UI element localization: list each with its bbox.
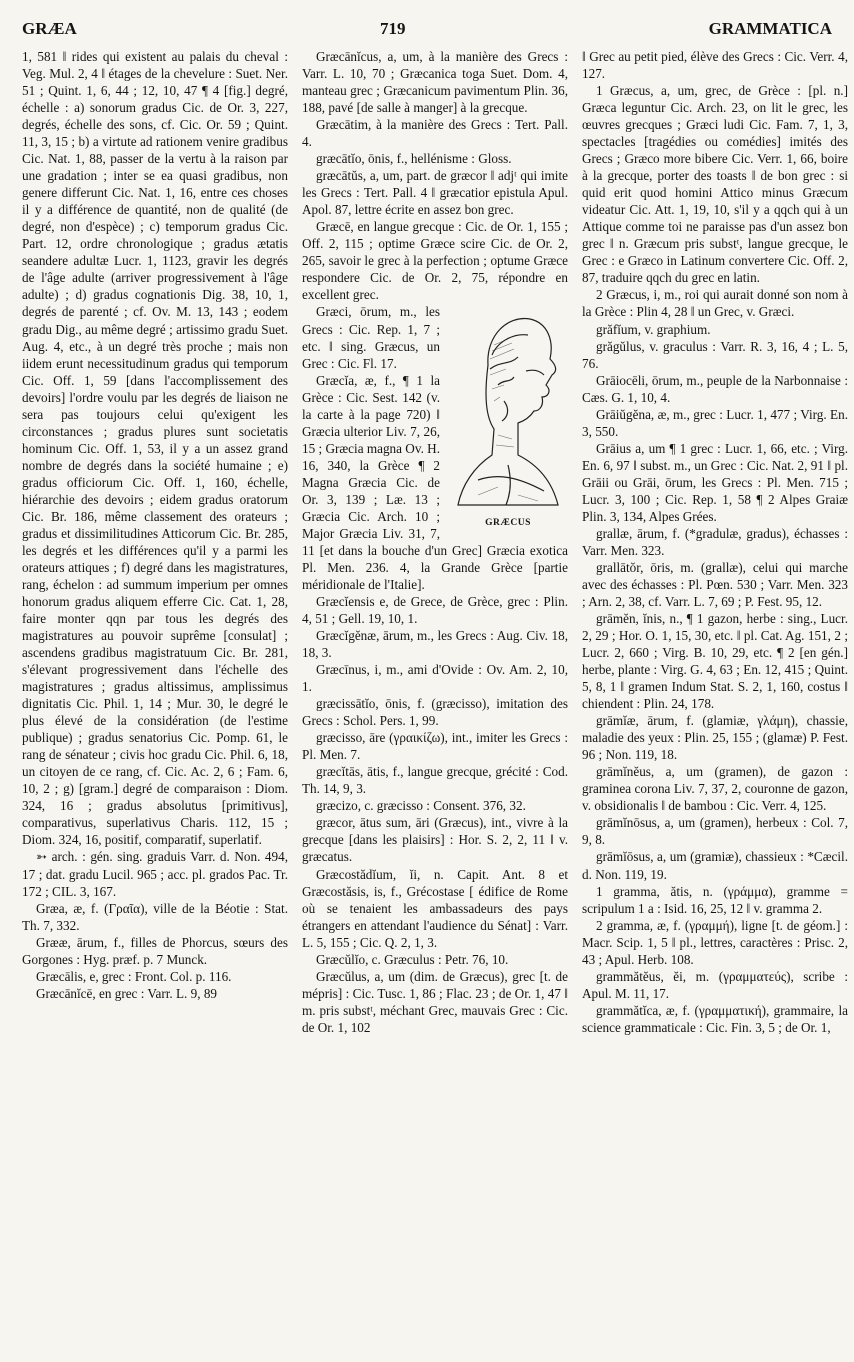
running-head-left: GRÆA [22,19,77,38]
entry: grāmĕn, ĭnis, n., ¶ 1 gazon, herbe : sing., Lucr. 2, 29 ; Hor. O. 1, 15, 30, etc. ‖ pl. Cat. Ag. 151, 2 ; Lucr. 2, 660 ; Virg. B. 10, 29, etc. ¶ 2 [en gén.] herbe, plante : Virg. G. 4, 63 ; En. 12, 415 ; Quint. 5, 8, 1 ‖ gramen Indum Stat. S. 2, 1, 160, costus ‖ chiendent : Plin. 24, 178. [582,611,848,712]
entry: 1 gramma, ătis, n. (γράμμα), gramme = scripulum 1 a : Isid. 16, 25, 12 ‖ v. gramma 2. [582,883,848,916]
entry: Græcĭensis e, de Grece, de Grèce, grec : Plin. 4, 51 ; Gell. 19, 10, 1. [302,594,568,627]
entry: Grāius a, um ¶ 1 grec : Lucr. 1, 66, etc. ; Virg. En. 6, 97 ‖ subst. m., un Grec : Cic. Nat. 2, 91 ‖ pl. Grāii ou Grāi, ōrum, les Grecs : Pl. Men. 715 ; Lucr. 3, 100 ; Cic. Rep. 1, 58 ¶ 2 Alpes Graiæ Plin. 3, 134, Alpes Grées. [582,440,848,524]
entry: græcor, ātus sum, āri (Græcus), int., vivre à la grecque [dans les plaisirs] : Hor. S. 2, 2, 11 ‖ v. græcatus. [302,815,568,865]
entry: Grāiŭgĕna, æ, m., grec : Lucr. 1, 477 ; Virg. En. 3, 550. [582,406,848,439]
running-head-right: GRAMMATICA [708,19,832,38]
entry: græcisso, āre (γραικίζω), int., imiter les Grecs : Pl. Men. 7. [302,730,568,763]
entry: grăfĭum, v. graphium. [596,321,711,337]
entry: græcātĭo, ōnis, f., hellénisme : Gloss. [316,151,512,167]
entry: græcātŭs, a, um, part. de græcor ‖ adjᵗ qui imite les Grecs : Tert. Pall. 4 ‖ græcatior epistula Apul. Apol. 87, lettre écrite en assez bon grec. [302,168,568,218]
entry: ‖ Grec au petit pied, élève des Grecs : Cic. Verr. 4, 127. [582,49,848,82]
figure-caption: GRÆCUS [485,518,531,529]
entry: Grææ, ārum, f., filles de Phorcus, sœurs des Gorgones : Hyg. præf. p. 7 Munck. [22,934,288,967]
column-2 [302,48,568,1356]
entry: Græcĭa, æ, f., ¶ 1 la Grèce : Cic. Sest. 142 (v. la carte à la page 720) ‖ Græcia ulterior Liv. 7, 26, 15 ; Græcia magna Ov. H. 16, 340, la Grèce ¶ 2 Magna Græcia Cic. de Or. 3, 139 ; Læ. 13 ; Græcia Cic. Arch. 10 ; Major Græcia Liv. 31, 7, 11 [et dans la bouche d'un Grec] Græcia exotica Pl. Men. 236. 4, la Grande Grèce [partie méridionale de l'Italie]. [302,372,568,592]
page-number: 719 [379,19,406,38]
entry: Græcŭlus, a, um (dim. de Græcus), grec [t. de mépris] : Cic. Tusc. 1, 86 ; Flac. 23 ; de Or. 1, 47 ‖ m. pris substᵗ, méchant Grec, mauvais Grec : Cic. de Or. 1, 102 [302,968,568,1035]
entry: grāmĭæ, ārum, f. (glamiæ, γλάμη), chassie, maladie des yeux : Plin. 25, 155 ; (glamæ) P. Fest. 96 ; Non. 119, 18. [582,713,848,763]
entry: 2 gramma, æ, f. (γραμμή), ligne [t. de géom.] : Macr. Scip. 1, 5 ‖ pl., lettres, caractères : Prisc. 2, 43 ; Apul. Herb. 108. [582,917,848,967]
greek-head-engraving-icon [448,305,568,515]
entry: Græcānĭcē, en grec : Varr. L. 9, 89 [36,985,218,1001]
entry: Græa, æ, f. (Γραῖα), ville de la Béotie : Stat. Th. 7, 332. [22,900,288,933]
entry: grallātŏr, ōris, m. (grallæ), celui qui marche avec des échasses : Pl. Pœn. 530 ; Varr. Men. 323 ; Arn. 2, 38, cf. Varr. L. 7, 69 ; P. Fest. 95, 12. [582,559,848,609]
column-1 [22,48,288,1356]
entry: Græcānĭcus, a, um, à la manière des Grecs : Varr. L. 10, 70 ; Græcanica toga Suet. Dom. 4, manteau grec ; Græcanicum pavimentum Plin. 36, 188, pavé [de salle à manger] à la grecque. [302,49,568,116]
entry: grāmĭnōsus, a, um (gramen), herbeux : Col. 7, 9, 8. [582,815,848,848]
entry: Græcē, en langue grecque : Cic. de Or. 1, 155 ; Off. 2, 115 ; optime Græce scire Cic. de Or. 2, 265, savoir le grec à la perfection ; optume Græce respondere Cic. de Or. 2, 75, répondre en excellent grec. [302,219,568,303]
entry: Græcŭlĭo, c. Græculus : Petr. 76, 10. [316,951,509,967]
entry: grāmĭōsus, a, um (gramiæ), chassieux : *Cæcil. d. Non. 119, 19. [582,849,848,882]
entry: Græci, ōrum, m., les Grecs : Cic. Rep. 1, 7 ; etc. ‖ sing. Græcus, un Grec : Cic. Fl. 17. [302,304,440,371]
entry: græcĭtās, ātis, f., langue grecque, grécité : Cod. Th. 14, 9, 3. [302,764,568,797]
entry: Græcĭgĕnæ, ārum, m., les Grecs : Aug. Civ. 18, 18, 3. [302,628,568,661]
entry: 1 Græcus, a, um, grec, de Grèce : [pl. n.] Græca leguntur Cic. Arch. 23, on lit le grec, les œuvres grecques ; Græci ludi Cic. Fam. 7, 1, 3, spectacles [tragédies ou comédies] imités des Grecs ; Græco more bibere Cic. Verr. 1, 66, boire à la grecque, porter des toasts ‖ de bon grec : si quid erit quod homini Attico minus Græcum videatur Cic. Att. 1, 19, 10, s'il y a qqch qui à un Attique comme toi ne paraisse pas d'un assez bon grec ‖ n. Græcum pris substᵗ, langue grecque, le Grec : e Græco in Latinum convertere Cic. Off. 2, 87, traduire qqch du grec en latin. [582,83,848,286]
entry: grammătĭca, æ, f. (γραμματική), grammaire, la science grammaticale : Cic. Fin. 3, 5 ; de Or. 1, [582,1002,848,1035]
entry: grallæ, ārum, f. (*gradulæ, gradus), échasses : Varr. Men. 323. [582,525,848,558]
running-header [22,14,832,44]
entry: Græcātim, à la manière des Grecs : Tert. Pall. 4. [302,117,568,150]
entry: 1, 581 ‖ rides qui existent au palais du cheval : Veg. Mul. 2, 4 ‖ étages de la chevelure : Suet. Ner. 51 ; Quint. 1, 6, 44 ; 12, 10, 47 ¶ 4 [fig.] degré, échelle : a) sonorum gradus Cic. de Or. 3, 227, degrés, échelle des sons, cf. Cic. Or. 59 ; Quint. 11, 3, 15 ; b) a virtute ad rationem venire gradibus Cic. Nat. 1, 88, passer de la vertu à la raison par une gradation ; inter se ea quasi gradibus, non genere differunt Cic. Nat. 1, 16, entre ces choses il y a différence de quantité, non de qualité (de degré, non d'espèce) ; c) temporum gradus Cic. Part. 12, ordre chronologique ; gradus ætatis seandere adultæ Lucr. 1, 1123, gravir les degrés de l'âge adulte (arriver progressivement à l'âge adulte) ; d) gradus cognationis Dig. 38, 10, 1, degrés de parenté ; cf. Ov. M. 13, 143 ; eodem gradu Dig., au même degré ; artissimo gradu Suet. Aug. 4, etc., à un degré très proche ; mais non iidem erunt necessitudinum gradus qui temporum Cic. Off. 1, 59 [dans l'accomplissement des devoirs] l'ordre voulu par les degrés de liaison ne sera pas toujours celui qu'exigent les circonstances ; gradus plures sunt societatis hominum Cic. Off. 1, 53, il y a un assez grand nombre de degrés dans la société humaine ; e) gradus officiorum Cic. Off. 1, 160, échelle, hiérarchie des devoirs ; eidem gradus oratorum Cic. Br. 186, même classement des orateurs ; gradus et dissimilitudines Atticorum Cic. Br. 285, les degrés et les différences qu'il y a parmi les orateurs attiques ; f) degré dans les magistratures, rang, échelon : ad summum imperium per omnes honorum gradus aliquem efferre Cic. Cat. 1, 28, faire monter qqn par tous les degrés des magistratures au pouvoir suprême [consulat] ; ascendens gradibus magistratuum Cic. Br. 281, s'élevant progressivement dans l'échelle des magistratures ; gradus altissimus, amplissimus dignitatis Cic. Phil. 1, 14 ; Mur. 30, le degré le plus élevé de la considération (de l'estime publique) ; gradus senatorius Cic. Pomp. 61, le rang de sénateur ; civis hoc gradu Cic. Phil. 6, 18, un citoyen de ce rang, cf. Cic. Ac. 2, 6 ; Fam. 6, 10, 2 ; g) [gram.] degré de comparaison : Diom. 324, 16 ; gradus absolutus [primitivus], comparativus, superlativus Charis. 112, 15 ; Diom. 324, 16, positif, comparatif, superlatif. [22,49,288,848]
entry: grammătĕus, ĕi, m. (γραμματεύς), scribe : Apul. M. 11, 17. [582,968,848,1001]
entry: Græcostădĭum, ĭi, n. Capit. Ant. 8 et Græcostăsis, is, f., Grécostase [ édifice de Rome où se tenaient les ambassadeurs des pays étrangers en attendant l'audience du Sénat] : Varr. L. 5, 155 ; Cic. Q. 2, 1, 3. [302,866,568,950]
entry: græcizo, c. græcisso : Consent. 376, 32. [316,798,526,814]
figure-graecus [448,305,568,537]
entry: Græcīnus, i, m., ami d'Ovide : Ov. Am. 2, 10, 1. [302,662,568,695]
entry: 2 Græcus, i, m., roi qui aurait donné son nom à la Grèce : Plin 4, 28 ‖ un Grec, v. Græci. [582,287,848,320]
entry: græcissātĭo, ōnis, f. (græcisso), imitation des Grecs : Schol. Pers. 1, 99. [302,696,568,729]
entry: grăgŭlus, v. graculus : Varr. R. 3, 16, 4 ; L. 5, 76. [582,338,848,371]
column-3 [582,48,848,1356]
entry: grāmĭnĕus, a, um (gramen), de gazon : graminea corona Liv. 7, 37, 2, couronne de gazon, v. obsidionalis ‖ de bambou : Cic. Verr. 4, 125. [582,764,848,814]
entry: Grāiocēli, ōrum, m., peuple de la Narbonnaise : Cæs. G. 1, 10, 4. [582,372,848,405]
entry: ➳ arch. : gén. sing. graduis Varr. d. Non. 494, 17 ; dat. gradu Lucil. 965 ; acc. pl. grados Pac. Tr. 172 ; CIL. 3, 167. [22,849,288,899]
entry: Græcālis, e, grec : Front. Col. p. 116. [36,968,232,984]
text-columns [22,48,848,1356]
